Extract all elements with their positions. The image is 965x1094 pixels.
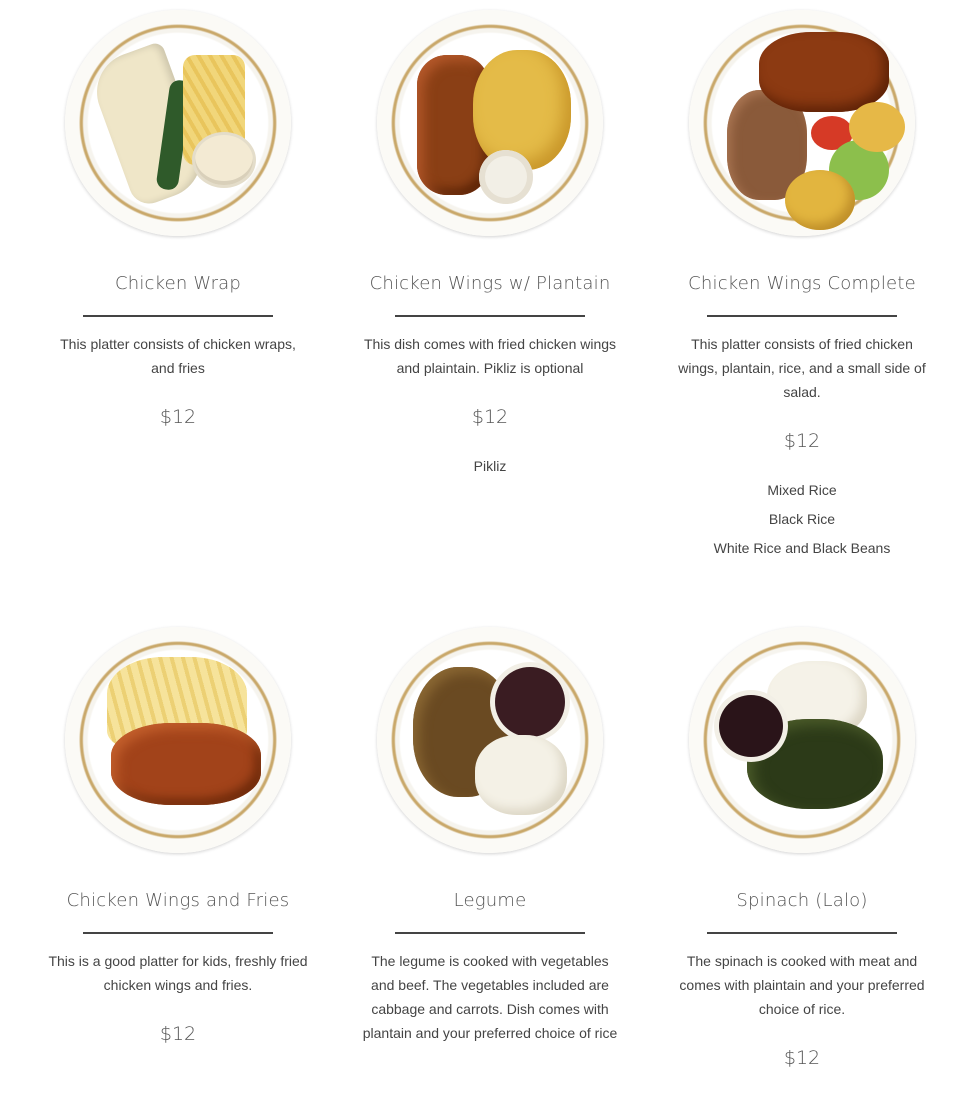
dish-title: Legume: [453, 890, 527, 911]
dish-title: Spinach (Lalo): [736, 890, 868, 911]
dish-image[interactable]: [646, 617, 958, 865]
dish-price: $12: [471, 406, 509, 428]
option-item[interactable]: Pikliz: [473, 458, 507, 474]
divider: [395, 315, 585, 317]
plate-image: [377, 10, 603, 236]
option-item[interactable]: Mixed Rice: [767, 482, 837, 498]
divider: [707, 315, 897, 317]
divider: [395, 932, 585, 934]
menu-item-legume[interactable]: [334, 617, 646, 1093]
menu-item-chicken-wings-fries[interactable]: [22, 617, 334, 1093]
dish-description: This platter consists of fried chicken wings, plantain, rice, and a small side of salad.: [678, 336, 926, 400]
plate-image: [377, 627, 603, 853]
dish-price: $12: [783, 1047, 821, 1069]
menu-item-chicken-wings-complete[interactable]: [646, 0, 958, 617]
menu-item-chicken-wrap[interactable]: [22, 0, 334, 617]
plate-image: [689, 627, 915, 853]
dish-image[interactable]: [646, 0, 958, 248]
dish-price: $12: [783, 430, 821, 452]
menu-item-spinach-lalo[interactable]: [646, 617, 958, 1093]
dish-title: Chicken Wings Complete: [688, 273, 916, 294]
divider: [707, 932, 897, 934]
option-item[interactable]: Black Rice: [768, 511, 836, 527]
dish-description: This dish comes with fried chicken wings and plaintain. Pikliz is optional: [363, 336, 617, 376]
option-item[interactable]: White Rice and Black Beans: [713, 540, 891, 556]
dish-image[interactable]: [334, 0, 646, 248]
plate-image: [65, 627, 291, 853]
option-list: [646, 478, 958, 565]
dish-title: Chicken Wings and Fries: [66, 890, 290, 911]
dish-price: $12: [159, 406, 197, 428]
dish-description: This platter consists of chicken wraps, and fries: [60, 336, 296, 376]
dish-title: Chicken Wrap: [114, 273, 242, 294]
menu-grid: [22, 0, 958, 1093]
plate-image: [689, 10, 915, 236]
dish-price: [334, 1070, 646, 1094]
dish-description: The spinach is cooked with meat and comes with plaintain and your preferred choice of rice.: [679, 953, 925, 1017]
dish-title: Chicken Wings w/ Plantain: [369, 273, 611, 294]
plate-image: [65, 10, 291, 236]
dish-image[interactable]: [334, 617, 646, 865]
option-list: [334, 454, 646, 483]
divider: [83, 315, 273, 317]
divider: [83, 932, 273, 934]
dish-description: The legume is cooked with vegetables and beef. The vegetables included are cabbage and carrots. Dish comes with plantain and your preferred choice of rice: [362, 953, 618, 1041]
dish-description: This is a good platter for kids, freshly fried chicken wings and fries.: [48, 953, 308, 993]
dish-image[interactable]: [22, 0, 334, 248]
menu-item-chicken-wings-plantain[interactable]: [334, 0, 646, 617]
dish-image[interactable]: [22, 617, 334, 865]
dish-price: $12: [159, 1023, 197, 1045]
